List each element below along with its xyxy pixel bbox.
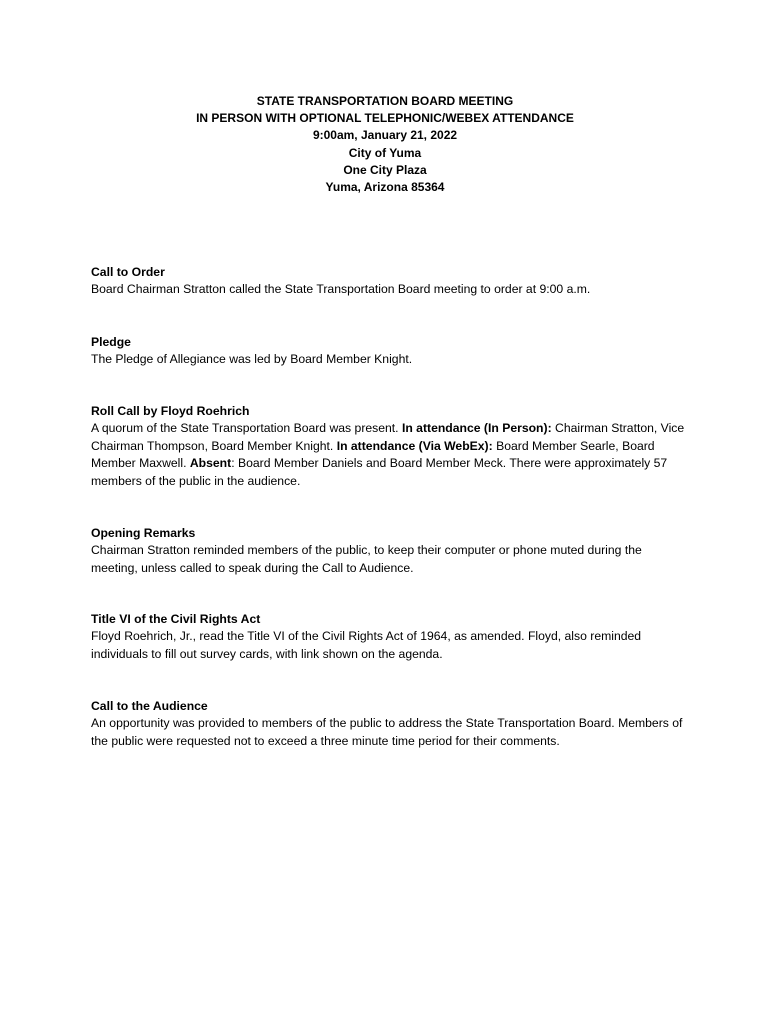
section-heading: Call to Order xyxy=(91,265,165,279)
section-roll-call xyxy=(91,403,691,490)
meeting-city-state-zip: Yuma, Arizona 85364 xyxy=(325,180,445,195)
roll-call-text-4: : Board Member Daniels and Board Member Meck. There were approximately 57 members of the public in the audience. xyxy=(91,456,668,488)
meeting-address: One City Plaza xyxy=(343,162,427,177)
meeting-header xyxy=(0,93,770,196)
section-heading: Title VI of the Civil Rights Act xyxy=(91,612,261,626)
section-heading: Call to the Audience xyxy=(91,699,208,713)
roll-call-text-2: Chairman Stratton, Vice Chairman Thompson, Board Member Knight. xyxy=(91,421,685,453)
section-text: The Pledge of Allegiance was led by Board Member Knight. xyxy=(91,352,413,367)
meeting-datetime: 9:00am, January 21, 2022 xyxy=(312,128,458,143)
meeting-city: City of Yuma xyxy=(348,145,422,160)
meeting-title: STATE TRANSPORTATION BOARD MEETING xyxy=(256,94,514,108)
absent-label: Absent xyxy=(189,456,232,471)
section-text xyxy=(91,420,691,490)
section-text: An opportunity was provided to members of the public to address the State Transportation Board. Members of the public were requested not to exceed a three minute time period for their comments. xyxy=(91,716,683,748)
section-text: Board Chairman Stratton called the State Transportation Board meeting to order at 9:00 a.m. xyxy=(91,282,591,297)
section-title-vi xyxy=(91,611,691,663)
section-heading: Opening Remarks xyxy=(91,526,196,540)
section-call-to-order xyxy=(91,264,691,299)
section-heading: Roll Call by Floyd Roehrich xyxy=(91,404,250,418)
section-text: Floyd Roehrich, Jr., read the Title VI of the Civil Rights Act of 1964, as amended. Floyd, also reminded individuals to fill out survey cards, with link shown on the agenda. xyxy=(91,629,642,661)
in-person-label: In attendance (In Person): xyxy=(401,421,552,436)
section-text: Chairman Stratton reminded members of the public, to keep their computer or phone muted during the meeting, unless called to speak during the Call to Audience. xyxy=(91,543,642,575)
section-opening-remarks xyxy=(91,525,691,577)
section-call-to-audience xyxy=(91,698,691,750)
section-heading: Pledge xyxy=(91,335,131,349)
roll-call-text-1: A quorum of the State Transportation Board was present. xyxy=(91,421,402,436)
webex-label: In attendance (Via WebEx): xyxy=(336,438,493,453)
roll-call-text-3: Board Member Searle, Board Member Maxwell. xyxy=(91,438,655,471)
meeting-format: IN PERSON WITH OPTIONAL TELEPHONIC/WEBEX ATTENDANCE xyxy=(196,111,574,126)
section-pledge xyxy=(91,334,691,369)
